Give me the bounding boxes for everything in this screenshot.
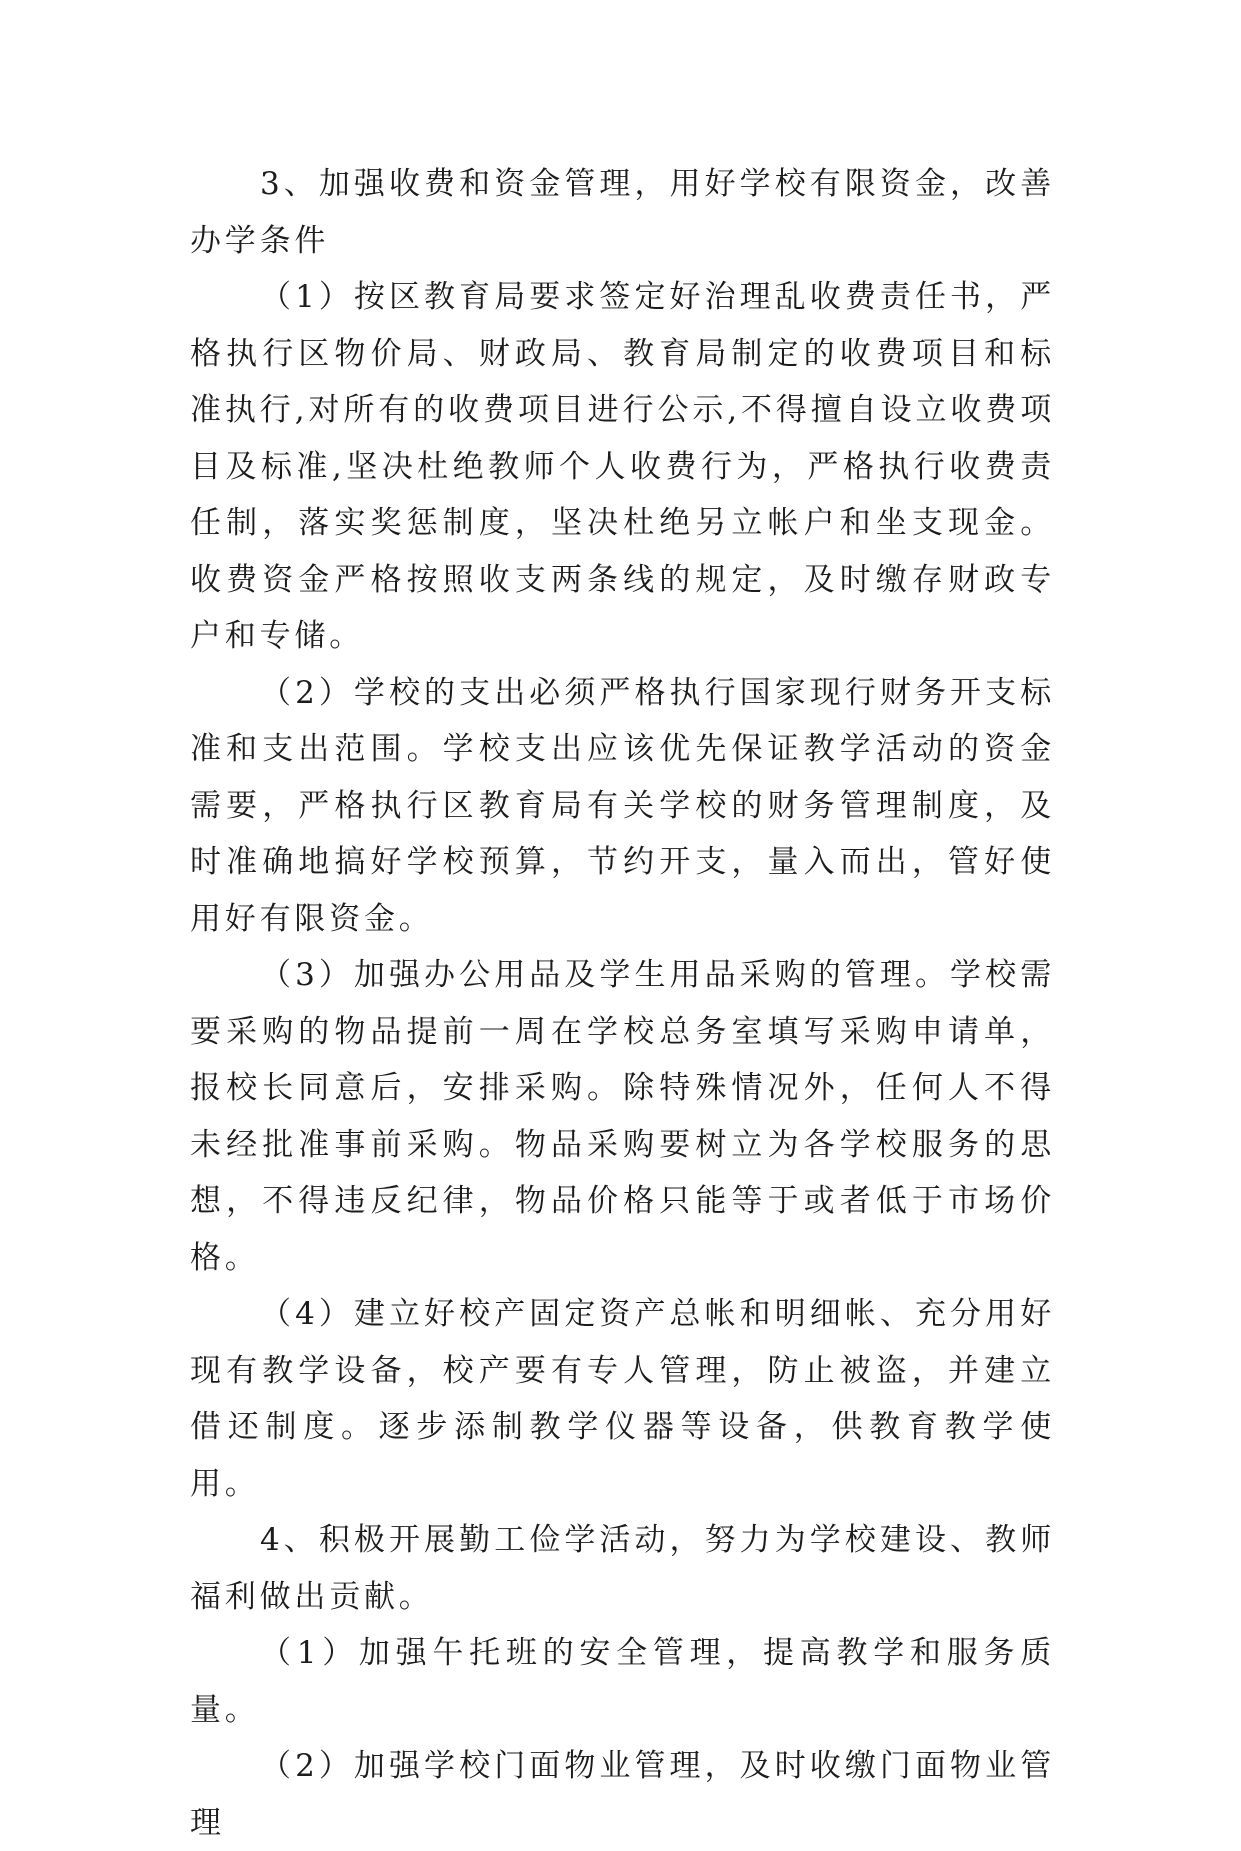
- section-3-heading: 3、加强收费和资金管理，用好学校有限资金，改善办学条件: [190, 166, 1055, 259]
- paragraph-item-3: （3）加强办公用品及学生用品采购的管理。学校需要采购的物品提前一周在学校总务室填写采购申请单，报校长同意后，安排采购。除特殊情况外，任何人不得未经批准事前采购。物品采购要树立为各学校服务的思想，不得违反纪律，物品价格只能等于或者低于市场价格。: [190, 957, 1055, 1276]
- paragraph-section4-item-1: （1）加强午托班的安全管理，提高教学和服务质量。: [190, 1635, 1055, 1728]
- section-4-heading: 4、积极开展勤工俭学活动，努力为学校建设、教师福利做出贡献。: [190, 1522, 1055, 1615]
- paragraph-item-4: （4）建立好校产固定资产总帐和明细帐、充分用好现有教学设备，校产要有专人管理，防止被盗，并建立借还制度。逐步添制教学仪器等设备，供教育教学使用。: [190, 1296, 1055, 1502]
- paragraph-item-1: （1）按区教育局要求签定好治理乱收费责任书，严格执行区物价局、财政局、教育局制定的收费项目和标准执行,对所有的收费项目进行公示,不得擅自设立收费项目及标准,坚决杜绝教师个人收费行为，严格执行收费责任制，落实奖惩制度，坚决杜绝另立帐户和坐支现金。收费资金严格按照收支两条线的规定，及时缴存财政专户和专储。: [190, 279, 1055, 654]
- paragraph-section4-item-2: （2）加强学校门面物业管理，及时收缴门面物业管理: [190, 1748, 1055, 1841]
- paragraph-item-2: （2）学校的支出必须严格执行国家现行财务开支标准和支出范围。学校支出应该优先保证教学活动的资金需要，严格执行区教育局有关学校的财务管理制度，及时准确地搞好学校预算，节约开支，量入而出，管好使用好有限资金。: [190, 674, 1055, 937]
- document-body: [190, 156, 1055, 1851]
